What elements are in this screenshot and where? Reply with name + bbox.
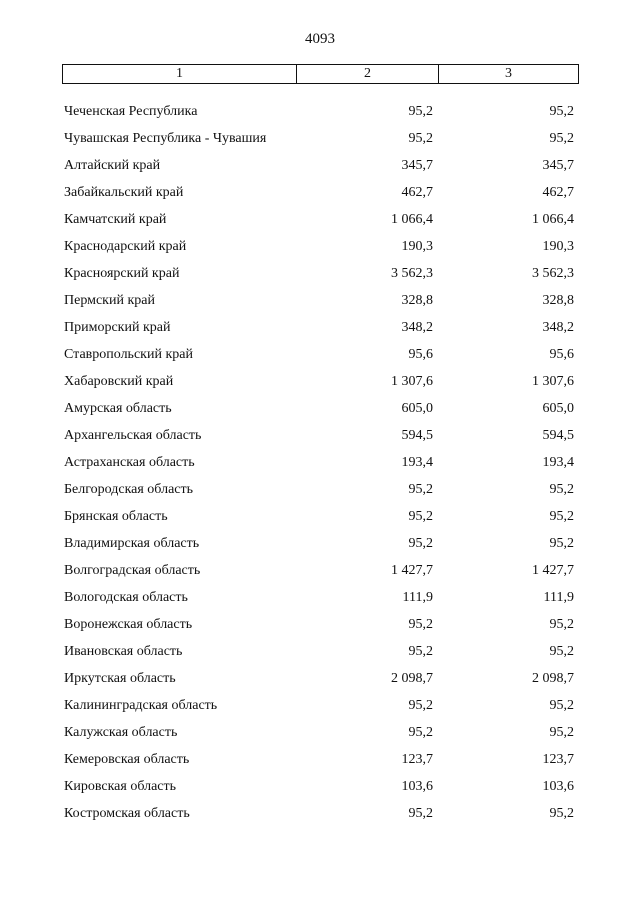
value-column-3: 2 098,7 [532,671,574,686]
region-name: Калужская область [64,725,178,740]
table-row [0,479,640,506]
region-name: Иркутская область [64,671,176,686]
region-name: Амурская область [64,401,172,416]
value-column-2: 95,2 [408,536,433,551]
table-row [0,506,640,533]
value-column-2: 1 427,7 [391,563,433,578]
value-column-3: 111,9 [543,590,574,605]
value-column-3: 95,2 [549,482,574,497]
value-column-3: 95,2 [549,698,574,713]
table-row [0,749,640,776]
value-column-3: 95,2 [549,617,574,632]
value-column-3: 103,6 [542,779,574,794]
value-column-2: 1 307,6 [391,374,433,389]
table-row [0,155,640,182]
region-name: Приморский край [64,320,171,335]
value-column-2: 2 098,7 [391,671,433,686]
region-name: Калининградская область [64,698,218,713]
table-row [0,452,640,479]
region-name: Забайкальский край [64,185,184,200]
value-column-2: 345,7 [401,158,433,173]
region-name: Воронежская область [64,617,193,632]
value-column-2: 95,2 [408,131,433,146]
region-name: Чувашская Республика - Чувашия [64,131,267,146]
region-name: Вологодская область [64,590,188,605]
value-column-3: 190,3 [542,239,574,254]
region-name: Ставропольский край [64,347,193,362]
value-column-2: 190,3 [401,239,433,254]
value-column-3: 95,2 [549,644,574,659]
region-name: Костромская область [64,806,190,821]
table-row [0,344,640,371]
value-column-2: 95,2 [408,617,433,632]
table-row [0,722,640,749]
table-row [0,803,640,830]
value-column-3: 605,0 [542,401,574,416]
table-row [0,398,640,425]
table-row [0,776,640,803]
value-column-2: 103,6 [401,779,433,794]
region-name: Волгоградская область [64,563,201,578]
table-row [0,533,640,560]
table-row [0,182,640,209]
value-column-3: 1 427,7 [532,563,574,578]
value-column-2: 123,7 [401,752,433,767]
value-column-3: 328,8 [542,293,574,308]
table-row [0,641,640,668]
value-column-3: 345,7 [542,158,574,173]
header-cell-1: 1 [63,65,297,83]
value-column-2: 95,2 [408,644,433,659]
value-column-3: 95,2 [549,806,574,821]
table-row [0,236,640,263]
region-name: Владимирская область [64,536,200,551]
region-name: Краснодарский край [64,239,187,254]
region-name: Кировская область [64,779,177,794]
region-name: Чеченская Республика [64,104,198,119]
region-name: Брянская область [64,509,168,524]
value-column-3: 95,2 [549,725,574,740]
value-column-3: 123,7 [542,752,574,767]
value-column-2: 95,6 [408,347,433,362]
table-row [0,371,640,398]
value-column-2: 111,9 [402,590,433,605]
value-column-3: 348,2 [542,320,574,335]
table-row [0,101,640,128]
value-column-2: 95,2 [408,698,433,713]
header-cell-3: 3 [505,66,512,81]
value-column-2: 193,4 [401,455,433,470]
region-name: Камчатский край [64,212,167,227]
page-number: 4093 [305,31,335,47]
value-column-3: 1 307,6 [532,374,574,389]
value-column-2: 462,7 [401,185,433,200]
value-column-2: 1 066,4 [391,212,433,227]
region-name: Алтайский край [64,158,161,173]
table-row [0,614,640,641]
value-column-3: 95,6 [549,347,574,362]
table-row [0,317,640,344]
table-body [0,101,640,830]
region-name: Белгородская область [64,482,194,497]
table-row [0,290,640,317]
value-column-2: 594,5 [401,428,433,443]
table-row [0,668,640,695]
table-row [0,128,640,155]
value-column-3: 594,5 [542,428,574,443]
value-column-3: 95,2 [549,104,574,119]
region-name: Хабаровский край [64,374,174,389]
table-row [0,263,640,290]
value-column-3: 1 066,4 [532,212,574,227]
value-column-3: 95,2 [549,509,574,524]
table-row [0,560,640,587]
table-row [0,425,640,452]
region-name: Пермский край [64,293,155,308]
value-column-3: 3 562,3 [532,266,574,281]
region-name: Красноярский край [64,266,180,281]
value-column-2: 605,0 [401,401,433,416]
value-column-2: 3 562,3 [391,266,433,281]
value-column-2: 95,2 [408,482,433,497]
value-column-3: 95,2 [549,536,574,551]
value-column-3: 95,2 [549,131,574,146]
table-header [62,64,579,84]
value-column-2: 348,2 [401,320,433,335]
value-column-2: 95,2 [408,725,433,740]
value-column-2: 328,8 [401,293,433,308]
region-name: Астраханская область [64,455,195,470]
region-name: Кемеровская область [64,752,190,767]
value-column-3: 193,4 [542,455,574,470]
table-row [0,209,640,236]
header-cell-2: 2 [297,65,439,83]
table-row [0,695,640,722]
table-row [0,587,640,614]
region-name: Архангельская область [64,428,202,443]
region-name: Ивановская область [64,644,183,659]
value-column-2: 95,2 [408,806,433,821]
value-column-2: 95,2 [408,104,433,119]
value-column-2: 95,2 [408,509,433,524]
value-column-3: 462,7 [542,185,574,200]
